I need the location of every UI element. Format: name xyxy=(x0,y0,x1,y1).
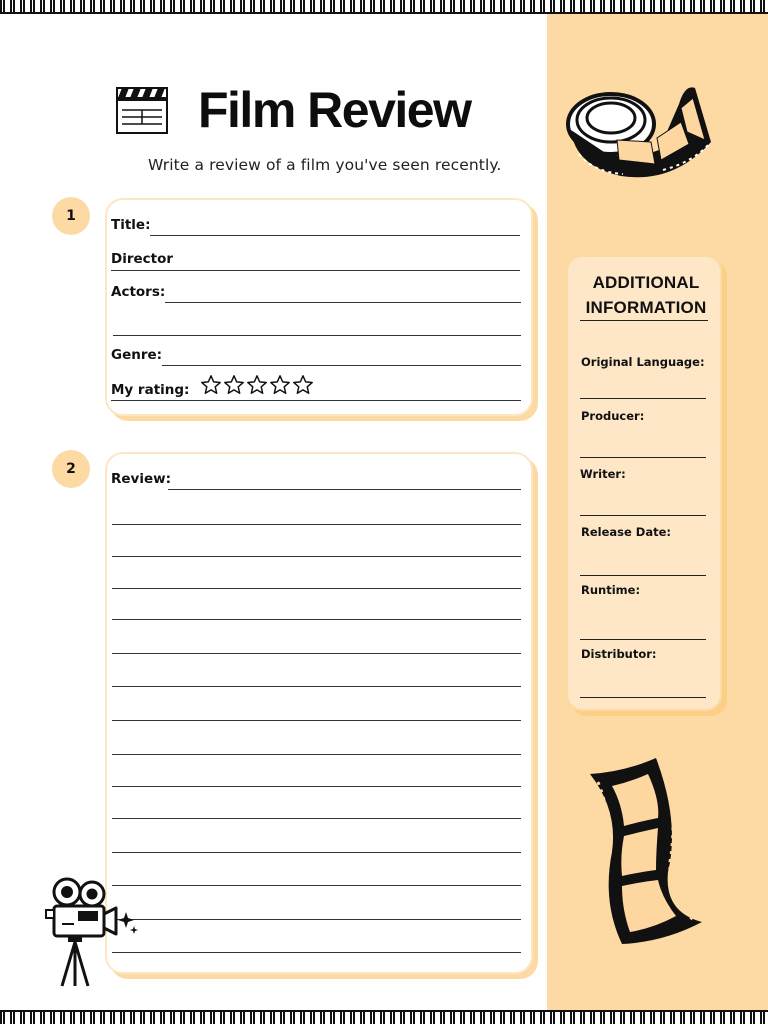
review-line[interactable] xyxy=(112,653,521,654)
rating-field-line xyxy=(111,400,521,401)
distributor-field[interactable] xyxy=(580,697,706,698)
writer-field[interactable] xyxy=(580,515,706,516)
review-label: Review: xyxy=(111,471,172,487)
review-line[interactable] xyxy=(112,556,521,557)
producer-field[interactable] xyxy=(580,457,706,458)
actors-field[interactable] xyxy=(165,302,521,303)
step-badge-1: 1 xyxy=(52,197,90,235)
additional-info-card xyxy=(566,255,722,711)
director-field[interactable] xyxy=(111,270,520,271)
actors-field-line-2[interactable] xyxy=(113,335,521,336)
genre-field[interactable] xyxy=(162,365,521,366)
director-label: Director xyxy=(111,251,174,267)
star-icon[interactable] xyxy=(292,374,314,396)
star-icon[interactable] xyxy=(223,374,245,396)
review-line[interactable] xyxy=(112,885,521,886)
title-label: Title: xyxy=(111,217,151,233)
additional-info-title-line2: INFORMATION xyxy=(585,298,707,317)
review-line[interactable] xyxy=(112,919,521,920)
review-line[interactable] xyxy=(112,524,521,525)
original-language-field[interactable] xyxy=(580,398,706,399)
star-icon[interactable] xyxy=(269,374,291,396)
rating-stars[interactable] xyxy=(200,374,314,396)
producer-label: Producer: xyxy=(581,409,645,423)
runtime-label: Runtime: xyxy=(581,583,641,597)
review-line[interactable] xyxy=(112,786,521,787)
movie-camera-icon xyxy=(42,876,142,988)
top-filmstrip-border xyxy=(0,0,768,14)
page-subtitle: Write a review of a film you've seen recently. xyxy=(148,156,502,174)
film-strip-icon xyxy=(584,752,708,950)
distributor-label: Distributor: xyxy=(581,647,657,661)
review-line[interactable] xyxy=(112,754,521,755)
review-line[interactable] xyxy=(112,720,521,721)
page-title: Film Review xyxy=(198,82,471,138)
review-line[interactable] xyxy=(112,686,521,687)
release-date-field[interactable] xyxy=(580,575,706,576)
star-icon[interactable] xyxy=(200,374,222,396)
review-line[interactable] xyxy=(112,818,521,819)
runtime-field[interactable] xyxy=(580,639,706,640)
rating-label: My rating: xyxy=(111,382,190,398)
writer-label: Writer: xyxy=(580,467,626,481)
review-line[interactable] xyxy=(112,588,521,589)
review-line[interactable] xyxy=(168,489,521,490)
title-field[interactable] xyxy=(150,235,520,236)
release-date-label: Release Date: xyxy=(581,525,672,539)
clapperboard-icon xyxy=(114,80,170,136)
step-badge-2: 2 xyxy=(52,450,90,488)
film-reel-icon xyxy=(563,80,718,184)
review-line[interactable] xyxy=(112,619,521,620)
additional-info-title-underline xyxy=(580,320,708,321)
additional-info-title-line1: ADDITIONAL xyxy=(592,273,700,292)
bottom-filmstrip-border xyxy=(0,1010,768,1024)
review-card xyxy=(105,452,533,974)
review-line[interactable] xyxy=(112,852,521,853)
star-icon[interactable] xyxy=(246,374,268,396)
actors-label: Actors: xyxy=(111,284,166,300)
original-language-label: Original Language: xyxy=(581,355,705,369)
genre-label: Genre: xyxy=(111,347,163,363)
review-line[interactable] xyxy=(112,952,521,953)
